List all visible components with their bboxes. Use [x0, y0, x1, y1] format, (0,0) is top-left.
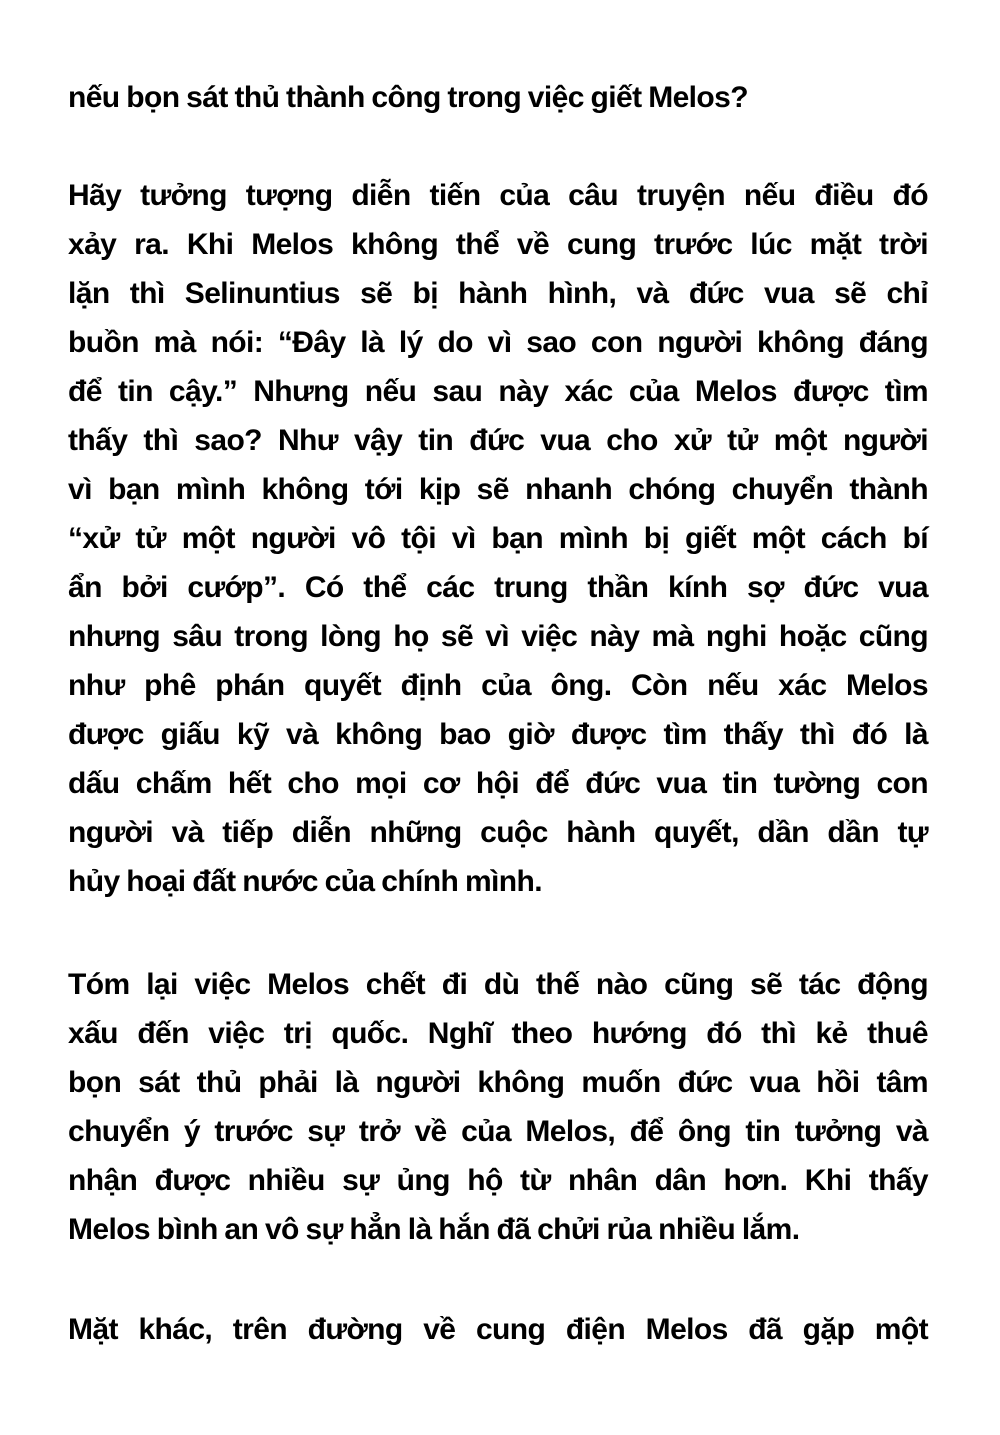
- paragraph-3-line-3: bọn sát thủ phải là người không muốn đức vua hồi tâm: [68, 1066, 928, 1099]
- paragraph-2-line-7: vì bạn mình không tới kịp sẽ nhanh chóng chuyển thành: [68, 473, 928, 506]
- paragraph-3-line-5: nhận được nhiều sự ủng hộ từ nhân dân hơn. Khi thấy: [68, 1164, 928, 1197]
- paragraph-2-line-6: thấy thì sao? Như vậy tin đức vua cho xử tử một người: [68, 424, 928, 457]
- paragraph-2-line-12: được giấu kỹ và không bao giờ được tìm thấy thì đó là: [68, 718, 928, 751]
- paragraph-3-line-1: Tóm lại việc Melos chết đi dù thế nào cũng sẽ tác động: [68, 968, 928, 1001]
- paragraph-3-line-2: xấu đến việc trị quốc. Nghĩ theo hướng đó thì kẻ thuê: [68, 1017, 928, 1050]
- paragraph-2-line-2: xảy ra. Khi Melos không thể về cung trước lúc mặt trời: [68, 228, 928, 261]
- paragraph-2-line-8: “xử tử một người vô tội vì bạn mình bị giết một cách bí: [68, 522, 928, 555]
- paragraph-2-line-4: buồn mà nói: “Đây là lý do vì sao con người không đáng: [68, 326, 928, 359]
- paragraph-3-line-4: chuyển ý trước sự trở về của Melos, để ông tin tưởng và: [68, 1115, 928, 1148]
- paragraph-2-line-3: lặn thì Selinuntius sẽ bị hành hình, và đức vua sẽ chỉ: [68, 277, 928, 310]
- paragraph-3-line-6: Melos bình an vô sự hẳn là hắn đã chửi rủa nhiều lắm.: [68, 1213, 800, 1246]
- paragraph-2-line-13: dấu chấm hết cho mọi cơ hội để đức vua tin tường con: [68, 767, 928, 800]
- paragraph-2-line-14: người và tiếp diễn những cuộc hành quyết, dần dần tự: [68, 816, 928, 849]
- paragraph-4-line-1: Mặt khác, trên đường về cung điện Melos đã gặp một: [68, 1313, 928, 1346]
- paragraph-2-line-1: Hãy tưởng tượng diễn tiến của câu truyện nếu điều đó: [68, 179, 928, 212]
- paragraph-2-line-9: ẩn bởi cướp”. Có thể các trung thần kính sợ đức vua: [68, 571, 928, 604]
- paragraph-2-line-5: để tin cậy.” Nhưng nếu sau này xác của Melos được tìm: [68, 375, 928, 408]
- paragraph-2-line-15: hủy hoại đất nước của chính mình.: [68, 865, 542, 898]
- paragraph-1-line-1: nếu bọn sát thủ thành công trong việc giết Melos?: [68, 81, 748, 114]
- paragraph-2-line-11: như phê phán quyết định của ông. Còn nếu xác Melos: [68, 669, 928, 702]
- paragraph-2-line-10: nhưng sâu trong lòng họ sẽ vì việc này mà nghi hoặc cũng: [68, 620, 928, 653]
